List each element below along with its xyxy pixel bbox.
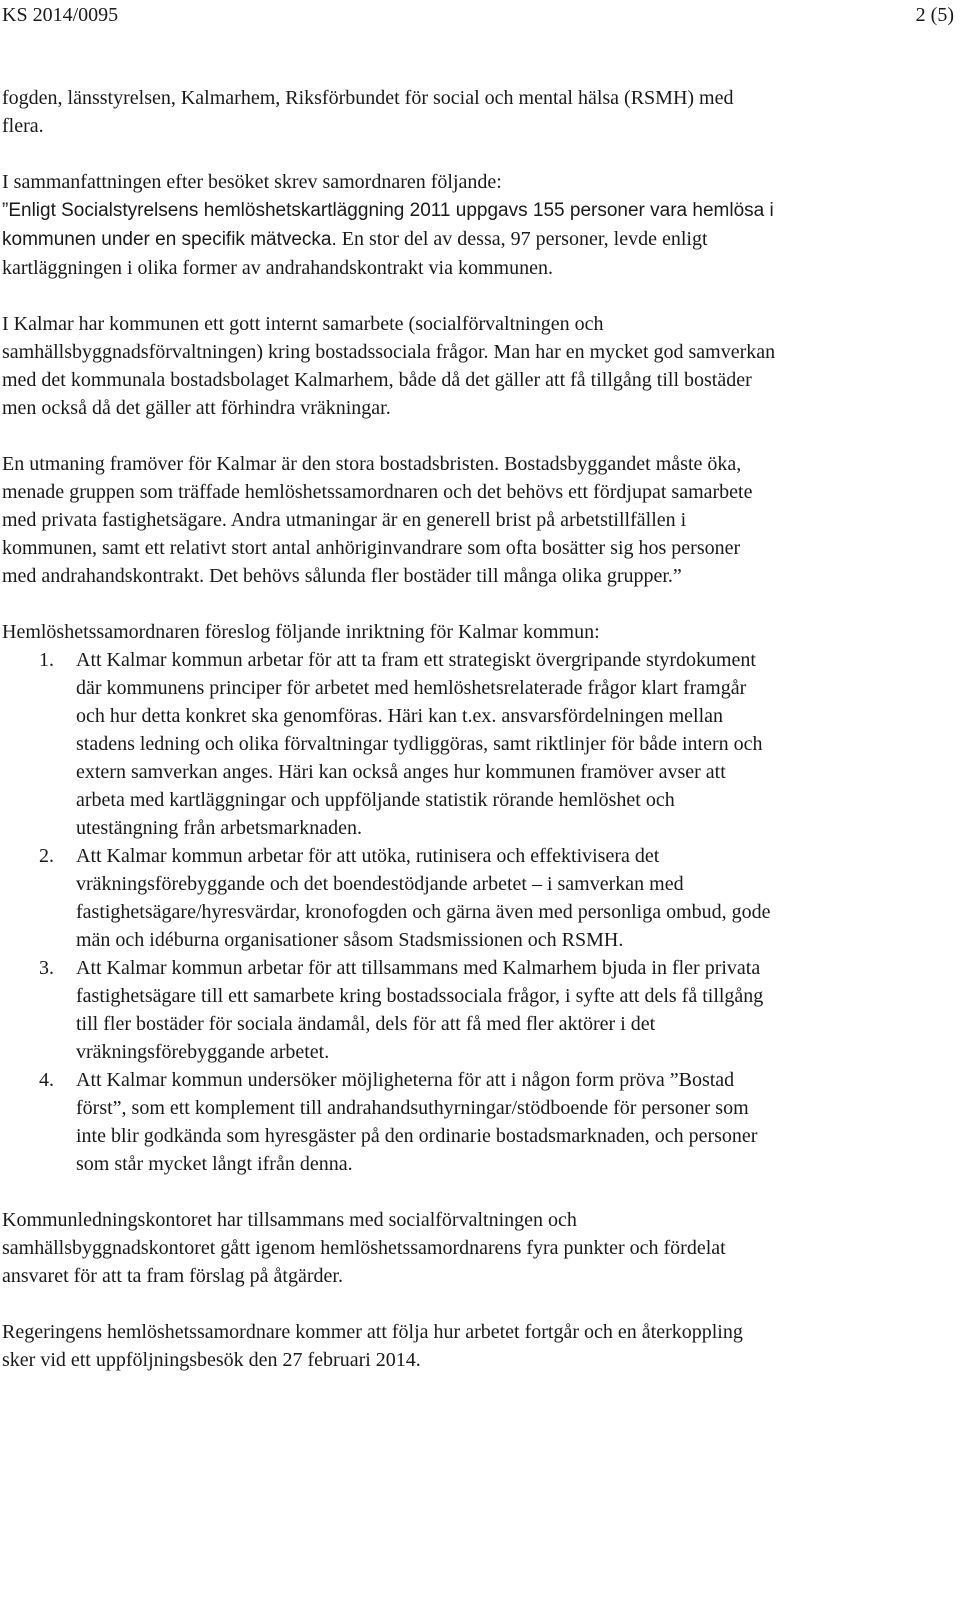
list-item (2, 954, 777, 1066)
paragraph-summary-quote (2, 196, 777, 282)
list-item-number: 4. (39, 1069, 54, 1091)
list-item (2, 1066, 777, 1178)
list-item (2, 842, 777, 954)
body-text (2, 84, 777, 1374)
page-number: 2 (5) (915, 4, 954, 26)
list-item-text: Att Kalmar kommun undersöker möjligheterna för att i någon form pröva ”Bostad först”, som ett komplement till andrahandsuthyrningar/stödboende för personer som inte blir godkända som hyresgäster på den ordinarie bostadsmarknaden, och personer som står mycket långt ifrån denna. (76, 1069, 758, 1175)
list-item-number: 3. (39, 957, 54, 979)
page-header (2, 0, 954, 30)
quote-start: ”Enligt Socialstyrelsens hemlöshetskartläggning 2011 uppgavs 155 personer vara hemlösa i kommunen under en specifik mätvecka. (2, 200, 774, 250)
paragraph-responsibility: Kommunledningskontoret har tillsammans med socialförvaltningen och samhällsbyggnadskontoret gått igenom hemlöshetssamordnarens fyra punkter och fördelat ansvaret för att ta fram förslag på åtgärder. (2, 1209, 726, 1287)
list-item-number: 2. (39, 845, 54, 867)
list-item-number: 1. (39, 649, 54, 671)
list-item-text: Att Kalmar kommun arbetar för att tillsammans med Kalmarhem bjuda in fler privata fastighetsägare till ett samarbete kring bostadssociala frågor, i syfte att dels få tillgång till fler bostäder för sociala ändamål, dels för att få med fler aktörer i det vräkningsförebyggande arbetet. (76, 957, 764, 1063)
paragraph-summary-intro: I sammanfattningen efter besöket skrev samordnaren följande: (2, 171, 502, 193)
list-item-text: Att Kalmar kommun arbetar för att ta fram ett strategiskt övergripande styrdokument där kommunens principer för arbetet med hemlöshetsrelaterade frågor klart framgår och hur detta konkret ska genomföras. Häri kan t.ex. ansvarsfördelningen mellan stadens ledning och olika förvaltningar tydliggöras, samt riktlinjer för både intern och extern samverkan anges. Häri kan också anges hur kommunen framöver avser att arbeta med kartläggningar och uppföljande statistik rörande hemlöshet och utestängning från arbetsmarknaden. (76, 649, 763, 839)
list-item (2, 646, 777, 842)
paragraph-cooperation: I Kalmar har kommunen ett gott internt samarbete (socialförvaltningen och samhällsbyggnadsförvaltningen) kring bostadssociala frågor. Man har en mycket god samverkan med det kommunala bostadsbolaget Kalmarhem, både då det gäller att få tillgång till bostäder men också då det gäller att förhindra vräkningar. (2, 313, 776, 419)
quote-continuation: En stor del av dessa, 97 personer, levde enligt kartläggningen i olika former av andrahandskontrakt via kommunen. (2, 228, 708, 279)
paragraph-continuation: fogden, länsstyrelsen, Kalmarhem, Riksförbundet för social och mental hälsa (RSMH) med flera. (2, 87, 734, 137)
paragraph-followup: Regeringens hemlöshetssamordnare kommer att följa hur arbetet fortgår och en återkoppling sker vid ett uppföljningsbesök den 27 februari 2014. (2, 1321, 743, 1371)
list-item-text: Att Kalmar kommun arbetar för att utöka, rutinisera och effektivisera det vräkningsförebyggande och det boendestödjande arbetet – i samverkan med fastighetsägare/hyresvärdar, kronofogden och gärna även med personliga ombud, gode män och idéburna organisationer såsom Stadsmissionen och RSMH. (76, 845, 771, 951)
recommendation-list (2, 646, 777, 1178)
paragraph-challenges: En utmaning framöver för Kalmar är den stora bostadsbristen. Bostadsbyggandet måste öka, menade gruppen som träffade hemlöshetssamordnaren och det behövs ett fördjupat samarbete med privata fastighetsägare. Andra utmaningar är en generell brist på arbetstillfällen i kommunen, samt ett relativt stort antal anhöriginvandrare som ofta bosätter sig hos personer med andrahandskontrakt. Det behövs sålunda fler bostäder till många olika grupper.” (2, 453, 753, 587)
case-reference: KS 2014/0095 (2, 4, 119, 26)
list-intro: Hemlöshetssamordnaren föreslog följande inriktning för Kalmar kommun: (2, 621, 600, 643)
